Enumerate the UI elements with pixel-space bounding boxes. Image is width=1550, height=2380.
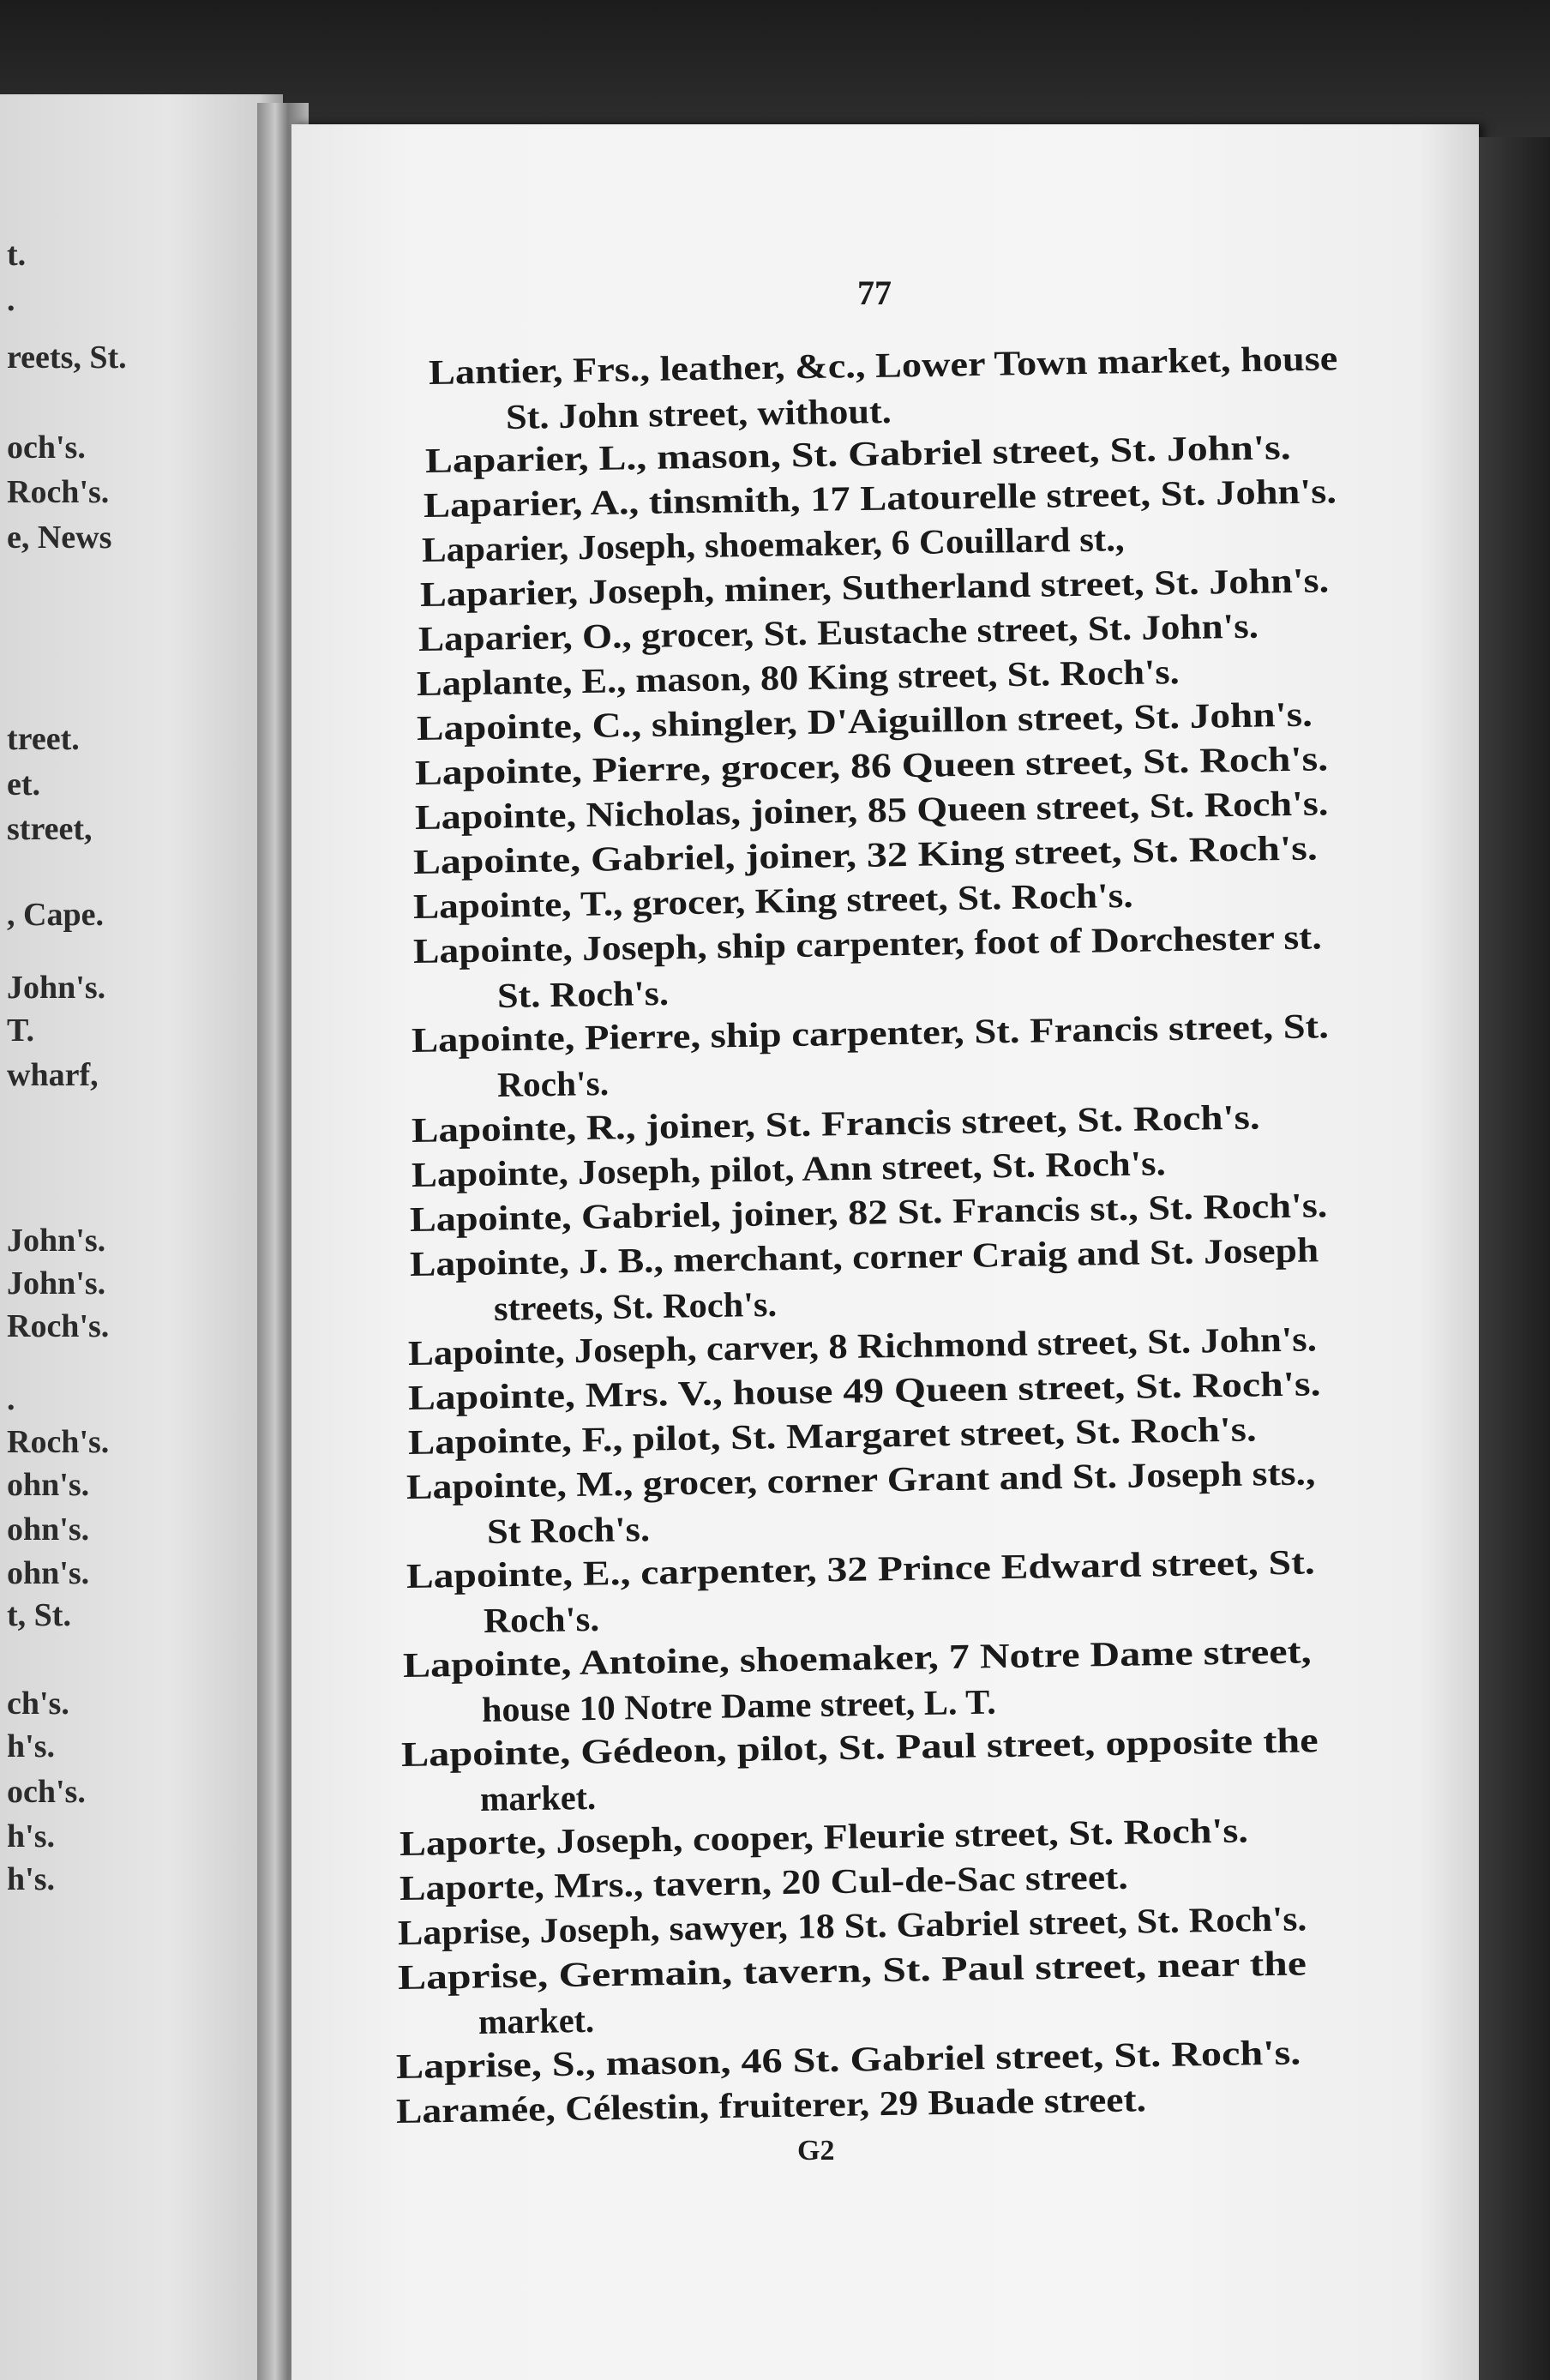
left-page-fragment: och's. — [7, 430, 86, 466]
left-page-fragment: street, — [7, 811, 93, 847]
entry-line: Laporte, Mrs., tavern, 20 Cul-de-Sac street. — [399, 1856, 1129, 1908]
entry-line: St. Roch's. — [496, 972, 670, 1015]
entry-line: market. — [478, 1999, 595, 2041]
entry-line: Lapointe, Gabriel, joiner, 32 King street, St. Roch's. — [412, 827, 1319, 881]
page-number: 77 — [857, 273, 892, 312]
entry-line: St Roch's. — [486, 1509, 651, 1551]
entry-line: Lapointe, E., carpenter, 32 Prince Edward street, St. — [406, 1542, 1316, 1596]
entry-line: Laparier, L., mason, St. Gabriel street, St. John's. — [424, 427, 1291, 480]
left-page-fragment: John's. — [7, 1265, 106, 1301]
entry-line: Lapointe, R., joiner, St. Francis street, St. Roch's. — [411, 1097, 1260, 1150]
entry-line: Laprise, S., mason, 46 St. Gabriel street, St. Roch's. — [395, 2032, 1301, 2086]
entry-line: Roch's. — [483, 1598, 600, 1640]
entry-line: Laprise, Germain, tavern, St. Paul street, near the — [397, 1943, 1307, 1997]
left-page-fragment: T. — [7, 1013, 35, 1049]
left-page-fragment: ch's. — [7, 1686, 69, 1722]
left-page-fragment: ohn's. — [7, 1555, 90, 1591]
entry-line: Lapointe, Mrs. V., house 49 Queen street, St. Roch's. — [407, 1363, 1321, 1417]
left-page-fragment: . — [7, 1381, 15, 1417]
left-page-fragment: t. — [7, 237, 27, 273]
entry-line: Laparier, A., tinsmith, 17 Latourelle street, St. John's. — [423, 471, 1337, 525]
left-page-fragment: h's. — [7, 1818, 55, 1854]
left-page-fragment: Roch's. — [7, 474, 110, 510]
left-page-fragment: John's. — [7, 970, 106, 1006]
entry-line: Laparier, O., grocer, St. Eustache street, St. John's. — [418, 605, 1259, 658]
entry-line: Lapointe, Gabriel, joiner, 82 St. Francis st., St. Roch's. — [409, 1185, 1328, 1239]
entry-line: house 10 Notre Dame street, L. T. — [481, 1681, 997, 1729]
entry-line: Laparier, Joseph, miner, Sutherland street, St. John's. — [419, 560, 1330, 614]
signature-mark: G2 — [797, 2135, 835, 2167]
entry-line: St. John street, without. — [505, 390, 892, 436]
entry-line: Laramée, Célestin, fruiterer, 29 Buade street. — [395, 2079, 1147, 2131]
entry-line: Lapointe, Joseph, ship carpenter, foot of Dorchester st. — [412, 917, 1322, 971]
left-page-fragment: h's. — [7, 1861, 55, 1897]
entry-line: Lapointe, Nicholas, joiner, 85 Queen street, St. Roch's. — [414, 783, 1329, 837]
left-page-fragment: reets, St. — [7, 340, 127, 376]
entry-line: Lapointe, Gédeon, pilot, St. Paul street, opposite the — [400, 1720, 1319, 1774]
left-page-fragment: John's. — [7, 1223, 106, 1259]
entry-line: Lapointe, F., pilot, St. Margaret street, St. Roch's. — [407, 1409, 1257, 1462]
left-page-fragment: ohn's. — [7, 1512, 90, 1548]
left-page-fragment: e, News — [7, 520, 112, 556]
entry-line: Lapointe, J. B., merchant, corner Craig and St. Joseph — [409, 1229, 1319, 1283]
entry-line: Lapointe, Antoine, shoemaker, 7 Notre Dame street, — [402, 1631, 1312, 1685]
left-page-fragment: et. — [7, 766, 41, 802]
entry-line: Lapointe, Joseph, pilot, Ann street, St. Roch's. — [411, 1143, 1167, 1194]
left-page-fragment: treet. — [7, 721, 80, 757]
left-page-fragment: och's. — [7, 1774, 86, 1810]
entry-line: Lapointe, C., shingler, D'Aiguillon street, St. John's. — [416, 694, 1313, 748]
entry-line: Roch's. — [496, 1062, 610, 1104]
left-page-fragment: h's. — [7, 1728, 55, 1764]
entry-line: Lapointe, M., grocer, corner Grant and St. Joseph sts., — [406, 1452, 1316, 1506]
entry-line: Lapointe, T., grocer, King street, St. Roch's. — [412, 874, 1133, 926]
left-page-fragment: Roch's. — [7, 1308, 110, 1344]
entry-line: streets, St. Roch's. — [493, 1283, 778, 1328]
left-page-fragment: t, St. — [7, 1597, 71, 1633]
left-page-fragment: Roch's. — [7, 1424, 110, 1460]
entry-line: Laparier, Joseph, shoemaker, 6 Couillard st., — [421, 519, 1125, 569]
entry-line: Lantier, Frs., leather, &c., Lower Town market, house — [428, 338, 1338, 392]
left-page-fragment: . — [7, 282, 15, 318]
entry-line: Laporte, Joseph, cooper, Fleurie street, St. Roch's. — [399, 1810, 1249, 1863]
entry-line: market. — [479, 1776, 597, 1818]
left-page-fragment: , Cape. — [7, 897, 104, 933]
entry-line: Laplante, E., mason, 80 King street, St. Roch's. — [416, 652, 1181, 703]
left-page-fragment: ohn's. — [7, 1467, 90, 1503]
entry-line: Laprise, Joseph, sawyer, 18 St. Gabriel street, St. Roch's. — [397, 1898, 1307, 1952]
left-page-fragment: wharf, — [7, 1057, 99, 1093]
entry-line: Lapointe, Pierre, ship carpenter, St. Francis street, St. — [411, 1006, 1330, 1060]
entry-line: Lapointe, Joseph, carver, 8 Richmond street, St. John's. — [407, 1319, 1318, 1373]
entry-line: Lapointe, Pierre, grocer, 86 Queen street, St. Roch's. — [414, 738, 1329, 792]
